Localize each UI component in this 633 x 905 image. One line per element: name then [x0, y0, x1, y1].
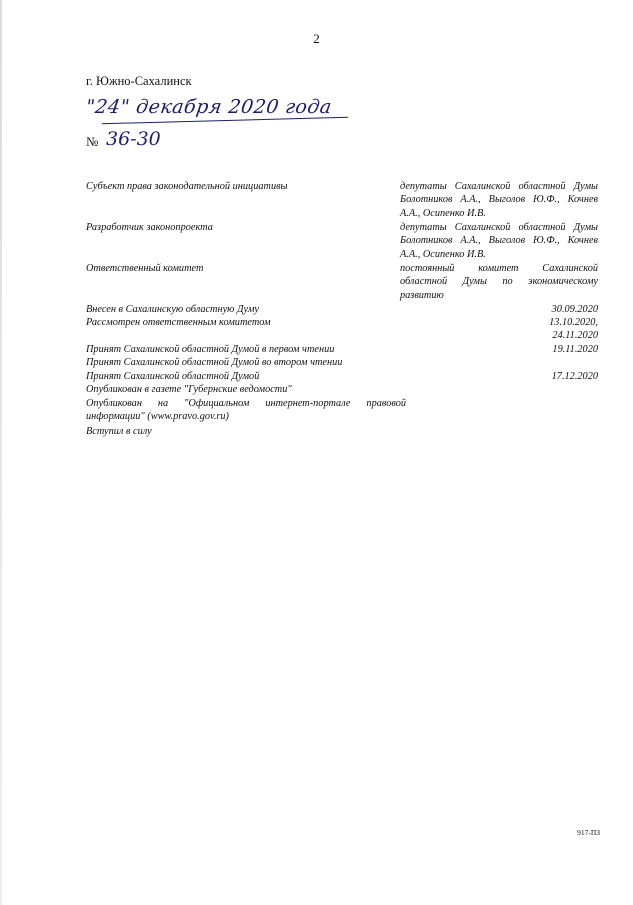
reviewed-label: Рассмотрен ответственным комитетом	[86, 317, 271, 328]
first-reading-label: Принят Сахалинской областной Думой в первом чтении	[86, 344, 335, 355]
number-label: №	[86, 134, 99, 149]
committee-label: Ответственный комитет	[86, 263, 204, 274]
scan-edge-shadow	[0, 0, 2, 905]
committee-value: постоянный комитет Сахалинской областной Думы по экономическому развитию	[400, 263, 598, 301]
page-number: 2	[313, 31, 320, 46]
first-reading-date: 19.11.2020	[552, 344, 598, 355]
handwritten-date: "24" декабря 2020 года	[84, 96, 334, 118]
initiative-label: Субъект права законодательной инициативы	[86, 181, 288, 192]
developer-label: Разработчик законопроекта	[86, 222, 213, 233]
handwritten-number: 36-30	[106, 128, 161, 150]
adopted-label: Принят Сахалинской областной Думой	[86, 371, 260, 382]
published-portal-label: Опубликован на "Официальном интернет-портале правовой информации" (www.pravo.gov.ru)	[86, 398, 406, 423]
published-newspaper-label: Опубликован в газете "Губернские ведомости"	[86, 384, 292, 395]
second-reading-label: Принят Сахалинской областной Думой во втором чтении	[86, 357, 343, 368]
reviewed-date-1: 13.10.2020,	[549, 317, 598, 328]
submitted-label: Внесен в Сахалинскую областную Думу	[86, 304, 259, 315]
developer-value: депутаты Сахалинской областной Думы Болотников А.А., Выголов Ю.Ф., Кочнев А.А., Осипенко И.В.	[400, 222, 598, 260]
city-line: г. Южно-Сахалинск	[86, 74, 192, 88]
reviewed-date-2: 24.11.2020	[552, 330, 598, 341]
submitted-date: 30.09.2020	[551, 304, 598, 315]
adopted-date: 17.12.2020	[551, 371, 598, 382]
initiative-value: депутаты Сахалинской областной Думы Болотников А.А., Выголов Ю.Ф., Кочнев А.А., Осипенко И.В.	[400, 181, 598, 219]
document-code: 917-ПЗ	[577, 828, 600, 837]
in-force-label: Вступил в силу	[86, 426, 152, 437]
